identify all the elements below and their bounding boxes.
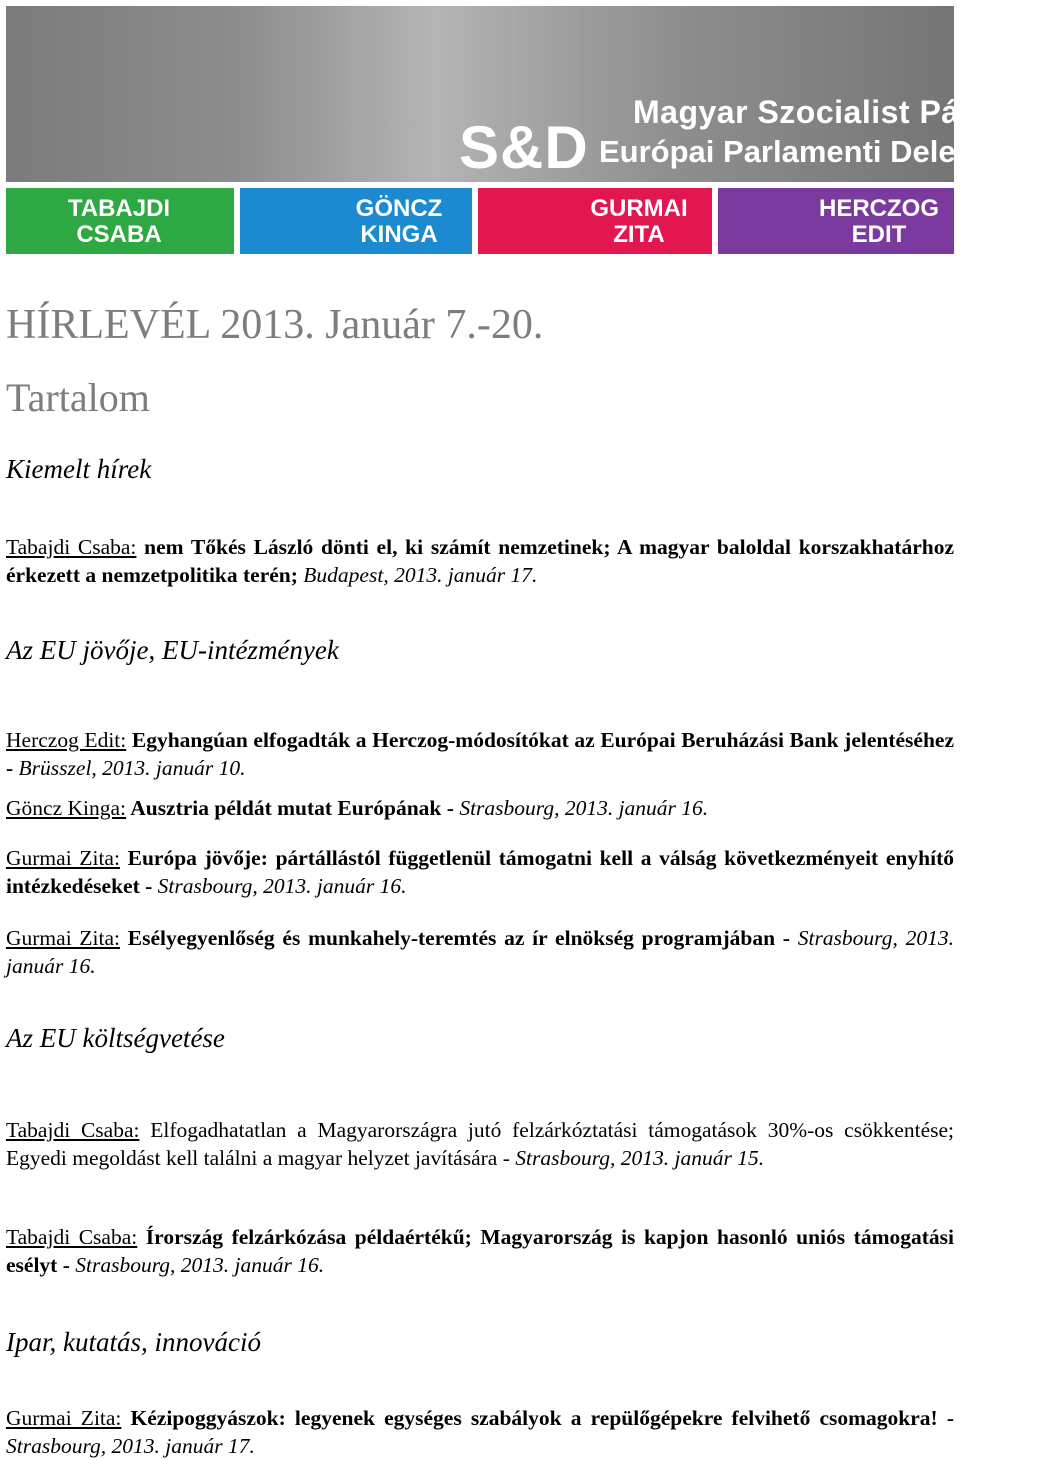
entry-author-link[interactable]: Gurmai Zita: — [6, 926, 121, 950]
mep-firstline: GURMAI — [590, 195, 688, 222]
entry-date: Strasbourg, 2013. január 15. — [515, 1146, 765, 1170]
news-entry[interactable] — [6, 1116, 954, 1172]
news-entry[interactable] — [6, 533, 954, 589]
entry-title: Európa jövője: pártállástól függetlenül támogatni kell a válság következményeit enyhítő intézkedéseket - — [6, 846, 954, 898]
entry-date: Strasbourg, 2013. január 16. — [6, 926, 954, 978]
entry-title: Elfogadhatatlan a Magyarországra jutó felzárkóztatási támogatások 30%-os csökkentése; Egyedi megoldást kell találni a magyar helyzet javítására - — [6, 1118, 955, 1170]
news-entry[interactable] — [6, 844, 954, 900]
entry-author-link[interactable]: Tabajdi Csaba: — [6, 1118, 140, 1142]
mep-firstline: TABAJDI — [67, 195, 171, 222]
entry-title: Kézipoggyászok: legyenek egységes szabályok a repülőgépekre felvihető csomagokra! - — [121, 1406, 954, 1430]
entry-title: Ausztria példát mutat Európának - — [126, 796, 460, 820]
section-heading-eu-future: Az EU jövője, EU-intézmények — [6, 635, 339, 665]
entry-date: Strasbourg, 2013. január 16. — [459, 796, 709, 820]
section-heading-eu-budget: Az EU költségvetése — [6, 1023, 225, 1053]
entry-date: Budapest, 2013. január 17. — [297, 563, 538, 587]
section-heading-highlights: Kiemelt hírek — [6, 454, 152, 484]
section-heading-industry: Ipar, kutatás, innováció — [6, 1327, 261, 1357]
party-name: Magyar Szocialist Párt — [633, 94, 984, 130]
entry-date: Strasbourg, 2013. január 16. — [157, 874, 407, 898]
entry-date: Strasbourg, 2013. január 17. — [6, 1434, 255, 1458]
toc-title: Tartalom — [6, 375, 150, 420]
mep-secondline: CSABA — [76, 221, 162, 248]
mep-secondline: ZITA — [613, 221, 665, 248]
mep-secondline: KINGA — [360, 221, 438, 248]
header-banner — [6, 6, 1037, 182]
entry-author-link[interactable]: Göncz Kinga: — [6, 796, 127, 820]
delegation-name: Európai Parlamenti Delegáció — [599, 134, 1037, 169]
entry-author-link[interactable]: Gurmai Zita: — [6, 1406, 122, 1430]
news-entry[interactable] — [6, 794, 954, 822]
news-entry[interactable] — [6, 1404, 954, 1460]
mep-firstline: HERCZOG — [819, 195, 939, 222]
news-entry[interactable] — [6, 1223, 954, 1279]
entry-date: Strasbourg, 2013. január 16. — [75, 1253, 325, 1277]
entry-title: Egyhangúan elfogadták a Herczog-módosítókat az Európai Beruházási Bank jelentéséhez - — [6, 728, 954, 780]
entry-title: Esélyegyenlőség és munkahely-teremtés az ír elnökség programjában - — [120, 926, 798, 950]
mep-secondline: EDIT — [851, 221, 907, 248]
entry-author-link[interactable]: Tabajdi Csaba: — [6, 535, 137, 559]
entry-author-link[interactable]: Herczog Edit: — [6, 728, 127, 752]
entry-title: Írország felzárkózása példaértékű; Magyarország is kapjon hasonló uniós támogatási esélyt - — [6, 1225, 955, 1277]
mep-tile-tabajdi — [6, 188, 234, 254]
entry-author-link[interactable]: Gurmai Zita: — [6, 846, 120, 870]
entry-title: nem Tőkés László dönti el, ki számít nemzetinek; A magyar baloldal korszakhatárhoz érkezett a nemzetpolitika terén; — [6, 535, 954, 587]
entry-author-link[interactable]: Tabajdi Csaba: — [6, 1225, 138, 1249]
news-entry[interactable] — [6, 726, 954, 782]
newsletter-title: HÍRLEVÉL 2013. Január 7.-20. — [6, 302, 544, 348]
mep-tile-herczog — [718, 188, 954, 254]
entry-date: Brüsszel, 2013. január 10. — [18, 756, 246, 780]
mep-firstline: GÖNCZ — [355, 195, 443, 222]
sd-logo: S&D — [459, 114, 589, 181]
mep-tile-gurmai — [478, 188, 712, 254]
mep-tile-goncz — [240, 188, 472, 254]
news-entry[interactable] — [6, 924, 954, 980]
